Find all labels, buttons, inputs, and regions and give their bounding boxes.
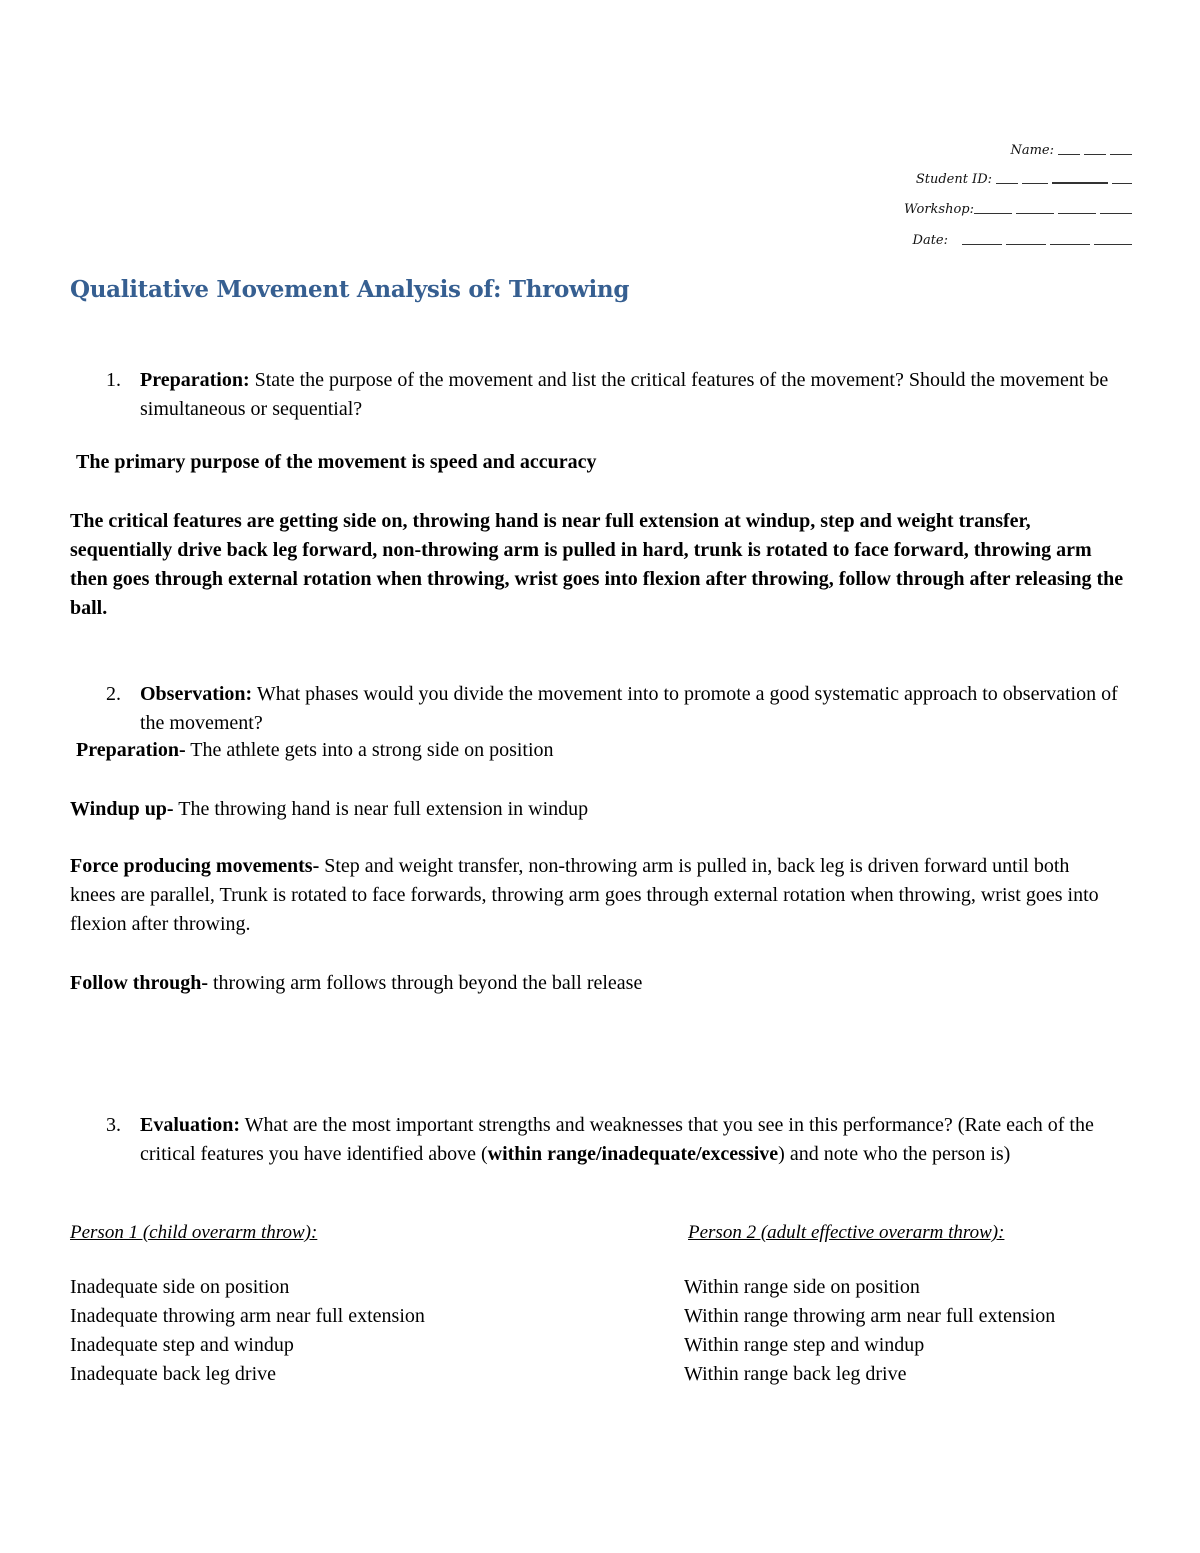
list-item: Inadequate back leg drive (70, 1363, 277, 1385)
date-label: Date: (912, 233, 948, 248)
name-label: Name: (1010, 143, 1054, 158)
question-3-prompt-a: What are the most important strengths and weaknesses that you see in this performance? (Rate each of the critical features you have identified above ( (140, 1114, 1094, 1165)
phase-windup (70, 795, 1130, 824)
student-id-field[interactable] (916, 172, 1132, 187)
answer-1-features: The critical features are getting side on, throwing hand is near full extension at windup, step and weight transfer, sequentially drive back leg forward, non-throwing arm is pulled in hard, trunk is rotated to face forward, throwing arm then goes through external rotation when throwing, wrist goes into flexion after throwing, follow through after releasing the ball. (70, 510, 1124, 619)
question-3-prompt-b: ) and note who the person is) (778, 1143, 1011, 1165)
phase-windup-name: Windup up- (70, 798, 174, 820)
list-item: Inadequate side on position (70, 1276, 290, 1298)
phase-force-producing-desc: Step and weight transfer, non-throwing arm is pulled in, back leg is driven forward until both knees are parallel, Trunk is rotated to face forwards, throwing arm goes through external rotation when throwing, wrist goes into flexion after throwing. (70, 855, 1099, 935)
person-1-column (70, 1222, 425, 1389)
workshop-field[interactable] (904, 202, 1132, 217)
list-item: Inadequate step and windup (70, 1334, 294, 1356)
question-1-prompt: State the purpose of the movement and list the critical features of the movement? Should the movement be simultaneous or sequential? (140, 369, 1109, 420)
person-2-column (684, 1222, 1055, 1389)
question-2-heading: Observation: (140, 683, 253, 705)
person-2-list (684, 1273, 1055, 1389)
phase-follow-through (70, 969, 1130, 998)
list-item: Within range throwing arm near full extension (684, 1305, 1056, 1327)
page-title: Qualitative Movement Analysis of: Throwing (70, 276, 630, 303)
list-item: Within range step and windup (684, 1334, 925, 1356)
date-field[interactable] (913, 233, 1132, 248)
question-1-number: 1. (106, 369, 121, 391)
workshop-label: Workshop: (904, 202, 974, 217)
question-1-text (140, 366, 1130, 424)
phase-windup-desc: The throwing hand is near full extension in windup (173, 798, 589, 820)
question-2-number: 2. (106, 683, 121, 705)
name-field[interactable] (1010, 143, 1132, 158)
question-2-prompt: What phases would you divide the movement into to promote a good systematic approach to observation of the movement? (140, 683, 1118, 734)
phase-preparation-name: Preparation- (76, 739, 186, 761)
phase-force-producing-name: Force producing movements- (70, 855, 320, 877)
question-3-number: 3. (106, 1114, 121, 1136)
question-2-text (140, 680, 1140, 738)
person-1-list (70, 1273, 425, 1389)
phase-preparation-desc: The athlete gets into a strong side on position (185, 739, 554, 761)
phase-preparation (76, 736, 1136, 765)
phase-follow-through-name: Follow through- (70, 972, 208, 994)
phase-follow-through-desc: throwing arm follows through beyond the ball release (207, 972, 643, 994)
student-id-label: Student ID: (915, 172, 992, 187)
question-3-text (140, 1111, 1115, 1169)
list-item: Inadequate throwing arm near full extension (70, 1305, 425, 1327)
person-1-heading: Person 1 (child overarm throw): (70, 1222, 318, 1243)
answer-1-purpose: The primary purpose of the movement is speed and accuracy (76, 451, 597, 473)
person-2-heading: Person 2 (adult effective overarm throw): (688, 1222, 1005, 1243)
phase-force-producing (70, 852, 1100, 939)
question-1-heading: Preparation: (140, 369, 250, 391)
question-3-heading: Evaluation: (140, 1114, 241, 1136)
question-3-rating-options: within range/inadequate/excessive (487, 1143, 779, 1165)
list-item: Within range side on position (684, 1276, 920, 1298)
list-item: Within range back leg drive (684, 1363, 907, 1385)
